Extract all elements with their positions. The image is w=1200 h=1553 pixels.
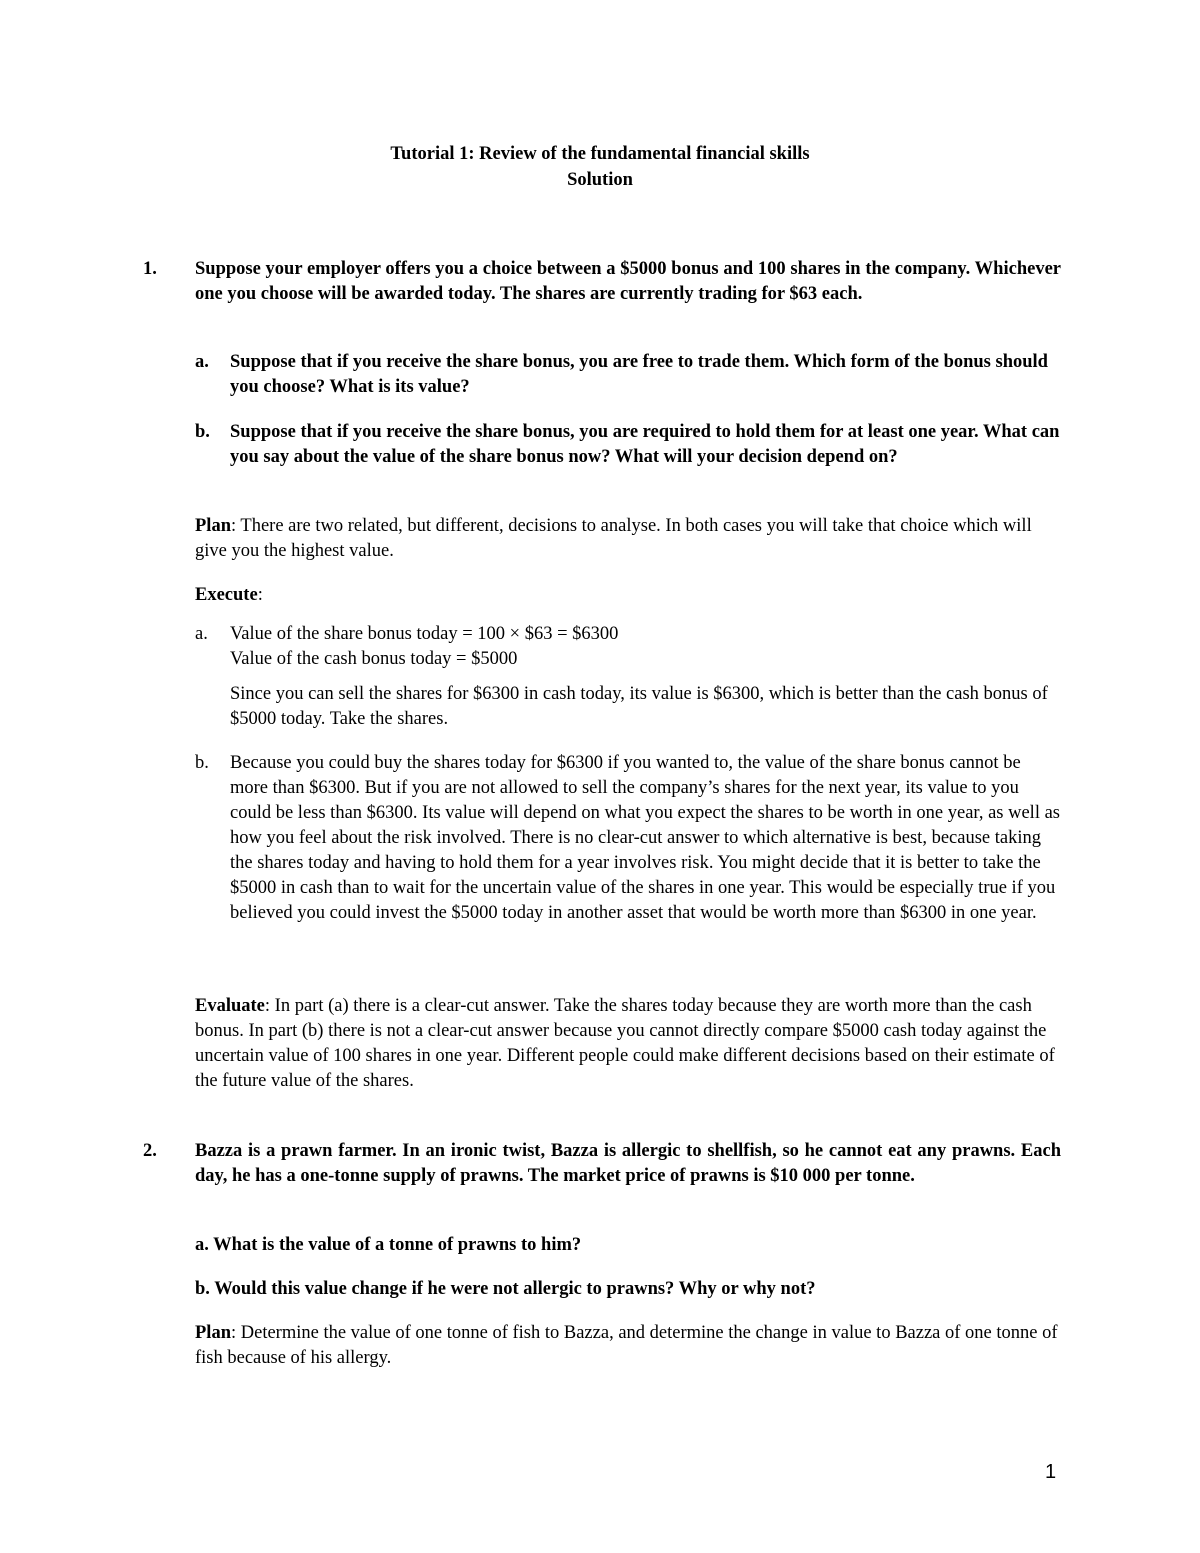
question-1-plan	[195, 514, 1061, 564]
question-2-number: 2.	[143, 1141, 157, 1161]
evaluate-text: : In part (a) there is a clear-cut answer. Take the shares today because they are worth more than the cash bonus. In part (b) there is not a clear-cut answer because you cannot directly compare $5000 cash today against the uncertain value of 100 shares in one year. Different people could make different decisions based on their estimate of the future value of the shares.	[195, 996, 1055, 1091]
plan-text: : Determine the value of one tonne of fish to Bazza, and determine the change in value to Bazza of one tonne of fish because of his allergy.	[195, 1323, 1058, 1368]
question-2b-text: b. Would this value change if he were not allergic to prawns? Why or why not?	[195, 1279, 816, 1299]
execute-colon: :	[257, 585, 263, 605]
question-1-evaluate	[195, 994, 1061, 1094]
answer-1a-label: a.	[195, 624, 208, 644]
question-1b-label: b.	[195, 422, 210, 442]
answer-1a-paragraph: Since you can sell the shares for $6300 in cash today, its value is $6300, which is better than the cash bonus of $5000 today. Take the shares.	[230, 684, 1048, 729]
answer-1b-paragraph: Because you could buy the shares today for $6300 if you wanted to, the value of the share bonus cannot be more than $6300. But if you are not allowed to sell the company’s shares for the next year, its value to you could be less than $6300. Its value will depend on what you expect the shares to be worth in one year, as well as how you feel about the risk involved. There is no clear-cut answer to which alternative is best, because taking the shares today and having to hold them for a year involves risk. You might decide that it is better to take the $5000 in cash than to wait for the uncertain value of the shares in one year. This would be especially true if you believed you could invest the $5000 today in another asset that would be worth more than $6300 in one year.	[230, 753, 1060, 923]
question-1-text: Suppose your employer offers you a choice between a $5000 bonus and 100 shares in the company. Whichever one you choose will be awarded today. The shares are currently trading for $63 each.	[195, 259, 1061, 304]
question-1a-label: a.	[195, 352, 209, 372]
question-1-execute-heading	[195, 583, 1061, 608]
question-2-plan	[195, 1321, 1061, 1371]
question-2a-text: a. What is the value of a tonne of prawns to him?	[195, 1235, 582, 1255]
answer-1b-label: b.	[195, 753, 209, 773]
plan-text: : There are two related, but different, decisions to analyse. In both cases you will take that choice which will give you the highest value.	[195, 516, 1032, 561]
question-2-text: Bazza is a prawn farmer. In an ironic twist, Bazza is allergic to shellfish, so he cannot eat any prawns. Each day, he has a one-tonne supply of prawns. The market price of prawns is $10 000 per tonne.	[195, 1141, 1061, 1186]
question-1-number: 1.	[143, 259, 157, 279]
question-1b-text: Suppose that if you receive the share bonus, you are required to hold them for at least one year. What can you say about the value of the share bonus now? What will your decision depend on?	[230, 422, 1060, 467]
plan-label: Plan	[195, 516, 231, 536]
question-1a-text: Suppose that if you receive the share bonus, you are free to trade them. Which form of the bonus should you choose? What is its value?	[230, 352, 1048, 397]
evaluate-label: Evaluate	[195, 996, 265, 1016]
execute-label: Execute	[195, 585, 258, 605]
plan-label: Plan	[195, 1323, 231, 1343]
page-number: 1	[1045, 1461, 1057, 1483]
document-subtitle: Solution	[567, 170, 633, 190]
document-title: Tutorial 1: Review of the fundamental financial skills	[390, 144, 810, 164]
answer-1a-line-2: Value of the cash bonus today = $5000	[230, 649, 518, 669]
answer-1a-line-1: Value of the share bonus today = 100 × $63 = $6300	[230, 624, 619, 644]
